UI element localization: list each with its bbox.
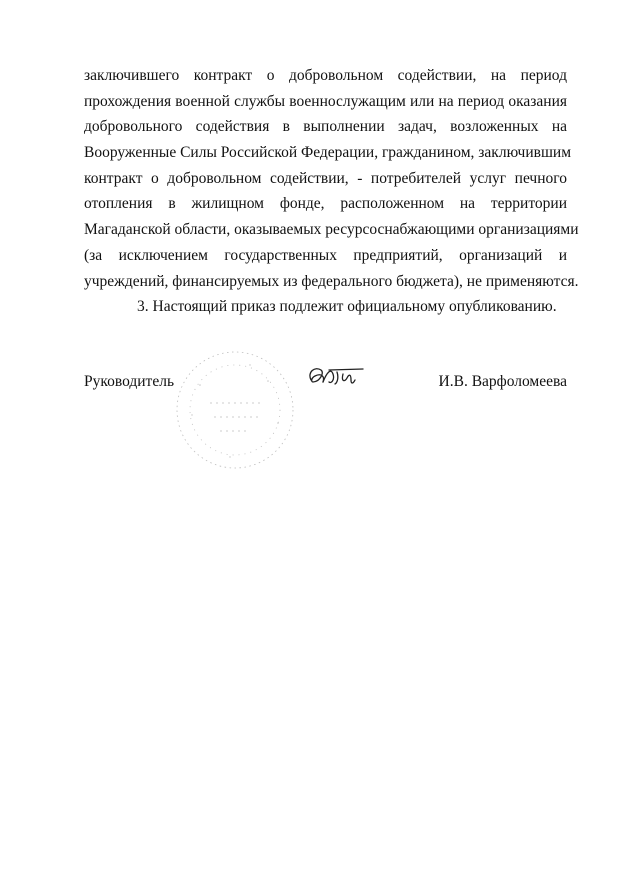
- paragraph-line: добровольного содействия в выполнении задач, возложенных на: [84, 118, 567, 136]
- paragraph-line: контракт о добровольном содействии, - потребителей услуг печного: [84, 169, 567, 187]
- paragraph-line: отопления в жилищном фонде, расположенном на территории: [84, 195, 567, 213]
- paragraph-2: [84, 63, 579, 294]
- paragraph-line: 3. Настоящий приказ подлежит официальному опубликованию.: [137, 298, 557, 315]
- signatory-name: И.В. Варфоломеева: [438, 373, 567, 390]
- signature-block: [84, 371, 567, 401]
- paragraph-line: заключившего контракт о добровольном содействии, на период: [84, 67, 567, 84]
- paragraph-line: Магаданской области, оказываемых ресурсоснабжающими организациями: [84, 221, 579, 239]
- paragraph-line: Вооруженные Силы Российской Федерации, гражданином, заключившим: [84, 144, 572, 162]
- paragraph-line: прохождения военной службы военнослужащим или на период оказания: [84, 92, 567, 110]
- signatory-role: Руководитель: [84, 373, 175, 390]
- stamp-image: [170, 345, 300, 475]
- paragraph-line: (за исключением государственных предприятий, организаций и: [84, 246, 567, 264]
- paragraph-line: учреждений, финансируемых из федерального бюджета), не применяются.: [84, 272, 579, 290]
- paragraph-3: [84, 294, 567, 320]
